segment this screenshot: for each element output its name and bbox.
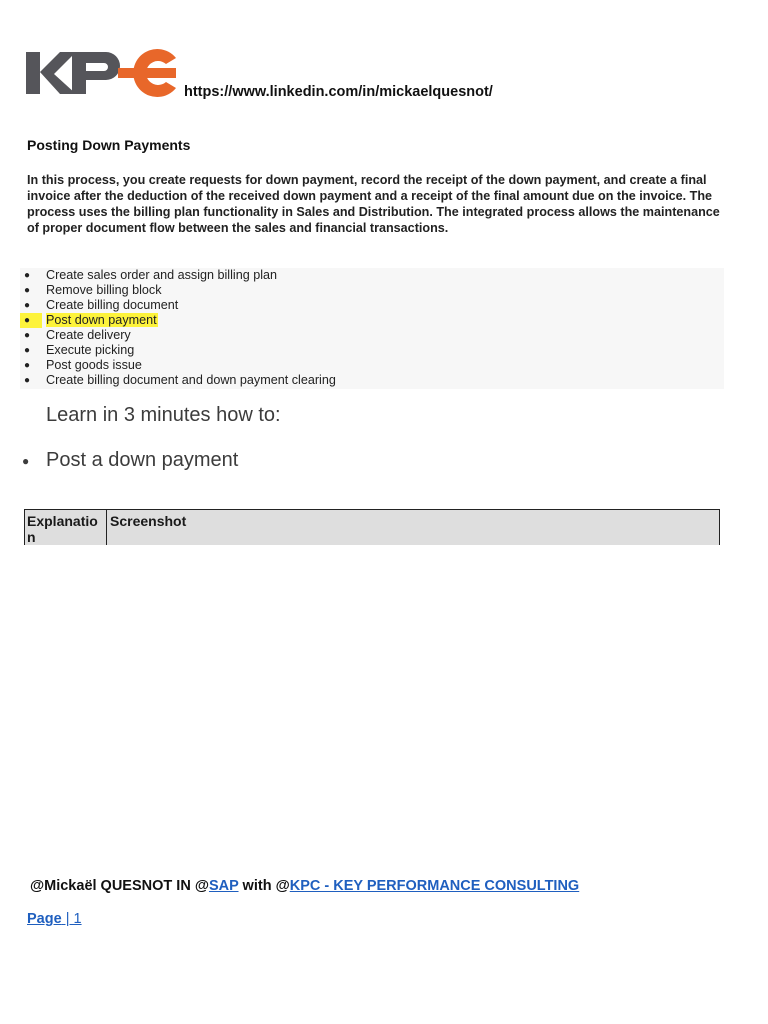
- bullet-icon: ●: [24, 285, 31, 296]
- footer-prefix: @Mickaël QUESNOT IN @: [30, 878, 209, 894]
- bullet-icon: ●: [24, 375, 31, 386]
- list-item-highlighted: ● Post down payment: [20, 313, 724, 328]
- column-header-explanation: Explanation: [25, 510, 107, 545]
- bullet-icon: ●: [22, 453, 30, 468]
- linkedin-link[interactable]: https://www.linkedin.com/in/mickaelquesnot/: [184, 84, 493, 100]
- bullet-icon: ●: [24, 345, 31, 356]
- process-steps-list: [20, 268, 724, 389]
- page-number-value: 1: [73, 911, 82, 927]
- list-item: ● Execute picking: [24, 343, 135, 357]
- list-item: ● Remove billing block: [24, 283, 162, 297]
- bullet-icon: ●: [24, 300, 31, 311]
- kpc-link[interactable]: KPC - KEY PERFORMANCE CONSULTING: [289, 878, 580, 894]
- page-separator: |: [61, 911, 74, 927]
- column-header-screenshot: Screenshot: [110, 513, 187, 529]
- intro-paragraph: In this process, you create requests for down payment, record the receipt of the down payment, and create a final invoice after the deduction of the received down payment and a receipt of the final amount due on the invoice. The process uses the billing plan functionality in Sales and Distribution. The integrated process allows the maintenance of proper document flow between the sales and financial transactions.: [27, 173, 720, 235]
- page-number[interactable]: [27, 911, 82, 927]
- bullet-icon: ●: [24, 360, 31, 371]
- list-item: ● Create sales order and assign billing plan: [24, 268, 278, 282]
- footer-credit: [30, 878, 579, 894]
- page-label: Page: [27, 911, 62, 927]
- kpc-logo: [26, 48, 178, 98]
- list-item: ● Create delivery: [24, 328, 131, 342]
- learn-heading: Learn in 3 minutes how to:: [46, 404, 281, 426]
- bullet-icon: ●: [24, 270, 31, 281]
- learn-item: [22, 449, 238, 472]
- bullet-icon: ●: [24, 330, 31, 341]
- list-item: ● Create billing document and down payment clearing: [24, 373, 336, 387]
- sap-link[interactable]: SAP: [208, 878, 239, 894]
- bullet-icon: ●: [24, 315, 31, 326]
- page-title: Posting Down Payments: [27, 137, 191, 153]
- learn-item-label: Post a down payment: [46, 449, 239, 471]
- explanation-table-header: [24, 509, 720, 545]
- footer-middle: with @: [238, 878, 290, 894]
- list-item: ● Create billing document: [24, 298, 179, 312]
- list-item: ● Post goods issue: [24, 358, 142, 372]
